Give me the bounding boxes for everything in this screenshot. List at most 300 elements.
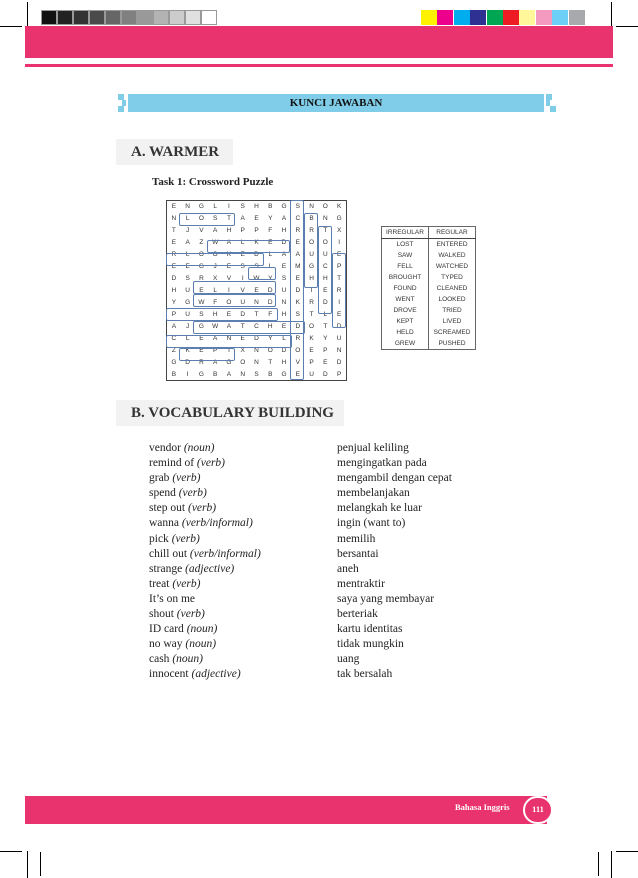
vocab-meaning: tidak mungkin [337,638,404,651]
grid-cell: E [295,370,300,378]
grid-cell: K [226,251,232,259]
vocab-meaning: mengambil dengan cepat [337,472,452,485]
vocab-part-of-speech: (noun) [172,653,203,666]
table-cell: HELD [382,327,429,338]
grid-cell: B [171,370,177,378]
vocab-meaning: memilih [337,532,376,545]
crop-mark [27,2,28,26]
vocab-word: cash [149,653,170,666]
vocab-meanings [337,441,452,683]
grid-cell: O [309,239,315,247]
grid-cell: K [295,298,300,306]
grid-cell: L [268,251,273,259]
grid-cell: N [322,215,328,223]
grid-cell: C [322,263,328,271]
grid-cell: L [185,334,190,342]
gray-swatch [41,10,57,25]
grid-cell: J [213,263,217,271]
grid-cell: T [226,346,231,354]
grid-cell: E [336,310,342,318]
grid-cell: P [213,346,218,354]
vocab-part-of-speech: (verb) [171,532,200,545]
gray-swatch [169,10,185,25]
table-header: IRREGULAR [382,227,429,239]
grid-cell: W [198,298,205,306]
grid-cell: O [309,322,315,330]
grid-cell: A [281,251,287,259]
color-swatch [487,10,503,25]
found-word-found [193,294,276,307]
grid-cell: E [268,239,273,247]
grid-cell: E [226,263,232,271]
grid-cell: G [198,322,204,330]
color-swatch [503,10,519,25]
vocab-word: shout [149,608,174,621]
gray-swatch [185,10,201,25]
vocab-meaning: uang [337,653,360,666]
grid-cell: G [309,263,315,271]
grid-cell: D [281,239,287,247]
header-decoration [118,106,124,112]
grid-cell: Y [268,275,273,283]
grid-cell: P [240,227,245,235]
vocab-meaning: melangkah ke luar [337,502,422,515]
grid-cell: G [336,215,342,223]
color-swatch [454,10,470,25]
grid-cell: T [226,215,231,223]
color-swatch [569,10,585,25]
gray-swatch [105,10,121,25]
vocab-meaning: aneh [337,562,359,575]
grid-cell: E [295,239,300,247]
grid-cell: D [240,310,246,318]
grid-cell: E [309,346,314,354]
section-a-heading: A. WARMER [116,139,233,165]
table-row [382,239,476,251]
grid-cell: E [295,275,300,283]
grid-cell: E [240,334,245,342]
found-word-kept [179,348,235,361]
grid-cell: L [323,310,328,318]
table-cell: LIVED [429,316,476,327]
vocab-meaning: mentraktir [337,577,385,590]
vocab-word-row [149,547,261,562]
vocab-meaning: saya yang membayar [337,592,435,605]
vocab-part-of-speech: (verb) [172,472,201,485]
vocab-word-row [149,577,261,592]
crop-mark [616,26,638,27]
table-cell: SAW [382,250,429,261]
vocab-part-of-speech: (verb) [187,502,217,515]
grid-cell: E [171,263,177,271]
grid-cell: E [240,251,245,259]
grid-cell: G [226,358,232,366]
grid-cell: Y [268,334,273,342]
grid-cell: N [226,334,232,342]
found-word-vertical [304,213,318,288]
grid-cell: D [295,286,301,294]
gray-swatch [201,10,217,25]
grid-cell: H [281,358,287,366]
table-header: REGULAR [429,227,476,239]
grid-cell: A [213,227,218,235]
grid-cell: O [198,215,204,223]
top-pink-band [25,26,613,58]
vocab-part-of-speech: (noun) [183,442,215,454]
grid-cell: A [171,322,177,330]
grid-cell: E [323,358,328,366]
gray-swatch [73,10,89,25]
vocab-part-of-speech: (noun) [185,638,217,651]
vocab-word: innocent [149,668,189,681]
vocab-word-row [149,607,261,622]
grid-cell: B [309,215,314,223]
grid-cell: G [198,203,204,211]
grid-cell: K [254,239,259,247]
grid-cell: T [240,322,245,330]
grid-cell: H [171,286,177,294]
vocab-part-of-speech: (adjective) [185,562,235,575]
table-cell: DROVE [382,305,429,316]
grid-cell: E [171,239,177,247]
grid-cell: E [323,286,328,294]
vocab-word-row [149,637,261,652]
grid-cell: D [281,346,287,354]
grid-cell: B [213,370,218,378]
grid-cell: E [171,203,177,211]
color-swatch [536,10,552,25]
grid-cell: D [185,358,190,366]
table-cell: FELL [382,261,429,272]
vocab-meaning: berteriak [337,608,378,621]
crop-mark [616,851,638,852]
top-pink-stripe [25,64,613,67]
grid-cell: Y [323,334,328,342]
grid-cell: U [309,251,314,259]
grid-cell: A [213,358,218,366]
found-word-walked [207,240,290,253]
table-cell: ENTERED [429,239,476,251]
grid-cell: D [336,322,342,330]
vocab-word-row [149,562,261,577]
gray-swatch [137,10,153,25]
grid-cell: O [322,239,328,247]
grid-cell: E [226,310,232,318]
grid-cell: F [268,310,273,318]
grid-cell: O [295,346,301,354]
grid-cell: H [212,310,218,318]
vocab-word-row [149,667,261,682]
grid-cell: A [281,215,287,223]
grid-cell: Z [171,346,176,354]
grid-cell: S [254,263,259,271]
grid-cell: O [212,251,218,259]
grid-cell: A [213,334,218,342]
color-swatch [437,10,453,25]
grid-cell: A [226,322,232,330]
grid-cell: R [171,251,177,259]
table-cell: SCREAMED [429,327,476,338]
grid-cell: E [185,263,190,271]
grid-cell: L [268,263,273,271]
grid-cell: V [295,358,300,366]
grid-cell: D [254,334,259,342]
grid-cell: E [199,334,204,342]
color-swatch [470,10,486,25]
vocab-part-of-speech: (verb) [172,577,201,590]
table-row [382,272,476,283]
table-cell: PUSHED [429,338,476,350]
vocab-part-of-speech: (verb) [196,457,225,470]
grid-cell: R [309,298,314,306]
grid-cell: T [323,227,328,235]
vocab-meaning: penjual keliling [337,442,409,454]
vocab-word-row [149,471,261,486]
grid-cell: N [336,346,342,354]
grid-cell: E [281,263,287,271]
gray-swatch [153,10,169,25]
grid-cell: H [267,322,273,330]
vocab-word-row [149,486,261,501]
grid-cell: S [295,203,300,211]
table-cell: KEPT [382,316,429,327]
crop-mark [0,26,22,27]
grid-cell: X [240,346,245,354]
vocab-word-row [149,622,261,637]
grid-cell: I [186,370,189,378]
grid-cell: G [281,203,287,211]
grid-cell: S [240,203,245,211]
grid-cell: T [309,310,314,318]
grid-cell: J [186,322,190,330]
grid-cell: D [254,251,259,259]
vocab-words [149,441,261,683]
grid-cell: S [281,275,287,283]
grid-cell: O [267,346,273,354]
vocab-word: pick [149,532,169,545]
footer-label: Bahasa Inggris [455,802,510,812]
table-cell: LOOKED [429,294,476,305]
grid-cell: F [213,298,218,306]
vocab-part-of-speech: (adjective) [191,668,241,681]
vocab-word-row [149,532,261,547]
table-cell: WATCHED [429,261,476,272]
crop-mark [0,851,22,852]
grid-cell: K [309,334,314,342]
vocab-word: treat [149,577,170,590]
table-row [382,338,476,350]
grid-cell: E [199,346,204,354]
grid-cell: G [185,298,191,306]
table-row [382,305,476,316]
found-word-pushed [166,308,278,321]
grid-cell: P [336,370,342,378]
grid-cell: M [295,263,301,271]
color-swatch [552,10,568,25]
grid-cell: E [254,215,259,223]
vocab-meaning: tak bersalah [337,668,393,681]
grid-cell: L [240,239,245,247]
grid-cell: T [254,310,259,318]
vocab-word: vendor [149,442,181,454]
vocab-meaning: ingin (want to) [337,517,406,530]
table-row [382,294,476,305]
found-word-vertical [318,226,332,314]
grid-cell: G [171,358,177,366]
found-word-vertical [290,200,304,380]
table-cell: WENT [382,294,429,305]
found-word-lived [193,281,276,294]
grid-cell: U [322,251,328,259]
vocab-word-row [149,456,261,471]
grid-cell: A [185,239,190,247]
found-word-cleaned [166,335,292,348]
found-word-wy [248,267,276,280]
table-row [382,283,476,294]
vocab-meaning: kartu identitas [337,623,403,636]
grid-cell: N [171,215,177,223]
grid-cell: D [295,322,301,330]
header-decoration [550,106,556,112]
grid-cell: L [282,334,286,342]
grid-cell: P [171,310,177,318]
vocab-word-row [149,501,261,516]
grid-cell: N [281,298,287,306]
grid-cell: P [336,263,342,271]
vocab-meaning: mengingatkan pada [337,457,427,470]
table-row [382,250,476,261]
grid-cell: U [336,334,342,342]
grid-cell: F [268,227,273,235]
vocab-word: remind of [149,457,195,470]
grid-cell: P [254,227,259,235]
grid-cell: S [254,370,259,378]
table-cell: LOST [382,239,429,251]
table-cell: CLEANED [429,283,476,294]
grid-cell: D [267,286,273,294]
grid-cell: D [171,275,177,283]
table-row [382,327,476,338]
grid-cell: U [185,310,190,318]
table-cell: BROUGHT [382,272,429,283]
gray-swatch [121,10,137,25]
answer-table [381,226,476,350]
grid-cell: L [213,286,217,294]
vocab-word: spend [149,487,176,500]
grid-cell: V [199,227,204,235]
grid-cell: A [226,370,232,378]
grid-cell: P [309,358,314,366]
crop-mark [598,852,599,876]
grid-cell: K [336,203,342,211]
grid-cell: D [322,298,328,306]
table-cell: WALKED [429,250,476,261]
grid-cell: N [240,370,246,378]
found-word-watched [193,321,305,334]
grid-cell: W [212,322,219,330]
grid-cell: I [228,286,230,294]
vocab-part-of-speech: (noun) [186,623,218,636]
table-cell: GREW [382,338,429,350]
grid-cell: N [185,203,190,211]
grid-cell: H [254,203,259,211]
grid-cell: R [199,275,204,283]
grid-cell: R [309,227,314,235]
table-cell: TRIED [429,305,476,316]
vocab-word: step out [149,502,186,515]
grid-cell: L [185,251,190,259]
color-swatch [421,10,437,25]
task-label: Task 1: Crossword Puzzle [152,176,274,188]
vocab-word: no way [149,638,183,651]
color-swatch [519,10,535,25]
table-cell: TYPED [429,272,476,283]
grid-cell: A [226,239,232,247]
grid-cell: R [295,334,301,342]
grid-cell: U [240,298,246,306]
grid-cell: V [240,286,245,294]
grid-cell: A [240,215,245,223]
grid-cell: G [198,370,204,378]
grid-cell: E [199,286,204,294]
crop-mark [611,2,612,26]
grid-cell: O [240,358,246,366]
vocab-word: ID card [149,623,184,636]
grid-cell: C [295,215,301,223]
grid-cell: R [336,286,342,294]
grid-cell: H [322,275,328,283]
grid-cell: W [253,275,260,283]
vocab-part-of-speech: (verb) [176,608,205,621]
grid-cell: X [336,227,342,235]
vocab-word: It’s on me [149,592,195,605]
gray-swatch [89,10,105,25]
vocab-word-row [149,441,261,456]
grid-cell: D [336,358,342,366]
grid-cell: A [295,251,300,259]
vocab-meaning: bersantai [337,547,379,560]
grid-cell: U [281,286,287,294]
vocab-part-of-speech: (verb/informal) [189,547,261,560]
found-word-vertical [332,253,346,328]
crop-mark [611,851,612,878]
grid-cell: Z [199,239,204,247]
grid-cell: C [254,322,259,330]
grid-cell: N [309,203,314,211]
grid-cell: T [337,275,342,283]
vocab-meaning: membelanjakan [337,487,410,500]
grid-cell: I [338,239,341,247]
grid-cell: E [281,322,287,330]
table-row [382,316,476,327]
grid-cell: O [198,251,204,259]
grid-cell: N [254,346,259,354]
grid-cell: S [199,310,204,318]
grid-cell: L [185,215,190,223]
grid-cell: H [309,275,314,283]
found-word-looked [166,253,264,266]
table-row [382,261,476,272]
grid-cell: E [336,251,342,259]
grid-cell: B [268,203,273,211]
grid-cell: R [295,227,301,235]
grid-cell: U [309,370,314,378]
section-b-heading: B. VOCABULARY BUILDING [116,400,344,426]
grid-cell: T [268,358,273,366]
grid-cell: T [309,286,314,294]
grid-cell: R [199,358,204,366]
grid-cell: X [213,275,218,283]
